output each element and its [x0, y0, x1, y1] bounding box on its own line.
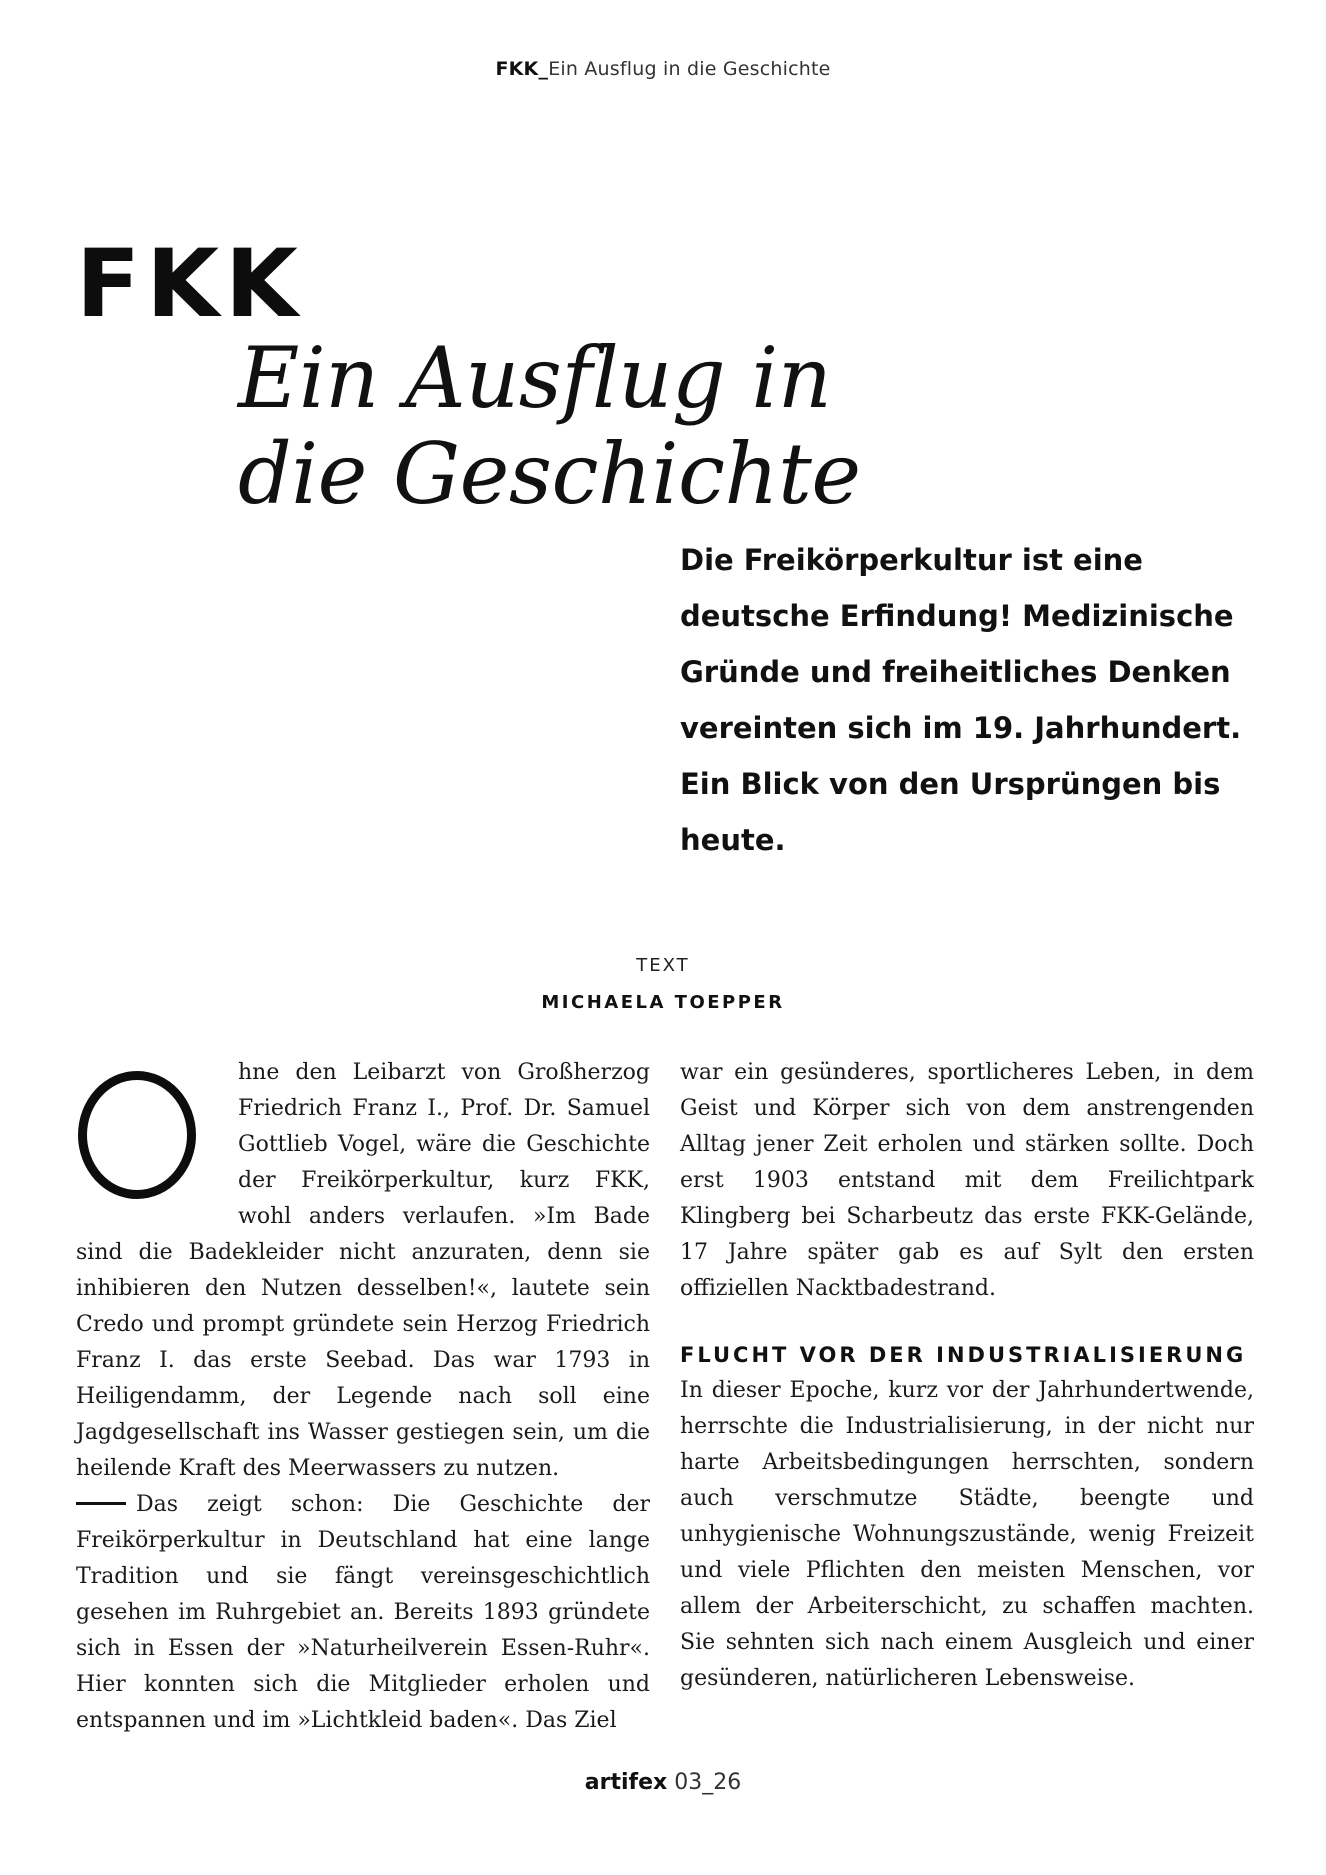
page-number: 03_26	[674, 1770, 742, 1795]
running-head-section: FKK_	[495, 58, 549, 80]
subtitle-line-2: die Geschichte	[238, 425, 861, 523]
article-subtitle	[238, 330, 861, 522]
drop-cap	[76, 1069, 226, 1219]
em-dash-rule	[76, 1502, 126, 1505]
author-name: MICHAELA TOEPPER	[541, 992, 785, 1013]
magazine-brand: artifex	[584, 1770, 668, 1795]
body-paragraph-2-end: war ein gesünderes, sportlicheres Leben, in dem Geist und Körper sich von dem anstrengenden Alltag jener Zeit erholen und stärken sollte. Doch erst 1903 entstand mit dem Freilichtpark Klingberg bei Scharbeutz das erste FKK-Gelände, 17 Jahre später gab es auf Sylt den ersten offiziellen Nacktbadestrand.	[680, 1060, 1254, 1301]
page-footer	[0, 1770, 1326, 1795]
section-heading: FLUCHT VOR DER INDUSTRIALISIERUNG	[680, 1343, 1247, 1367]
article-title: FKK	[76, 230, 304, 339]
drop-cap-letter	[76, 1069, 77, 1070]
credit-label: TEXT	[636, 955, 690, 976]
drop-cap-o-glyph	[78, 1071, 196, 1199]
body-paragraph-2-left-text: Das zeigt schon: Die Geschichte der Freikörperkultur in Deutschland hat eine lange Tradition und sie fängt vereinsgeschichtlich gesehen im Ruhrgebiet an. Bereits 1893 gründete sich in Essen der »Naturheilverein Essen-Ruhr«. Hier konnten sich die Mitglieder erholen und entspannen und im »Lichtkleid baden«. Das Ziel	[76, 1492, 650, 1733]
subtitle-line-1: Ein Ausflug in	[238, 329, 832, 427]
body-column-right	[680, 1055, 1254, 1697]
running-head-title: Ein Ausflug in die Geschichte	[548, 58, 831, 80]
running-head	[0, 58, 1326, 80]
body-paragraph-1: hne den Leibarzt von Großherzog Friedrich Franz I., Prof. Dr. Samuel Gottlieb Vogel, wäre die Geschichte der Freikörperkultur, kurz FKK, wohl anders verlaufen. »Im Bade sind die Badekleider nicht anzuraten, denn sie inhibieren den Nutzen desselben!«, lautete sein Credo und prompt gründete sein Herzog Friedrich Franz I. das erste Seebad. Das war 1793 in Heiligendamm, der Legende nach soll eine Jagdgesellschaft ins Wasser gestiegen sein, um die heilende Kraft des Meerwassers zu nutzen.	[76, 1060, 650, 1481]
body-column-left	[76, 1055, 650, 1739]
lead-paragraph: Die Freikörperkultur ist eine deutsche Erfindung! Medizinische Gründe und freiheitliches Denken vereinten sich im 19. Jahrhundert. Ein Blick von den Ursprüngen bis heute.	[680, 543, 1242, 857]
body-paragraph-3: In dieser Epoche, kurz vor der Jahrhundertwende, herrschte die Industrialisierung, in der nicht nur harte Arbeitsbedingungen herrschten, sondern auch verschmutze Städte, beengte und unhygienische Wohnungszustände, wenig Freizeit und viele Pflichten den meisten Menschen, vor allem der Arbeiterschicht, zu schaffen machten. Sie sehnten sich nach einem Ausgleich und einer gesünderen, natürlicheren Lebensweise.	[680, 1378, 1254, 1691]
body-paragraph-2-start	[76, 1487, 650, 1739]
